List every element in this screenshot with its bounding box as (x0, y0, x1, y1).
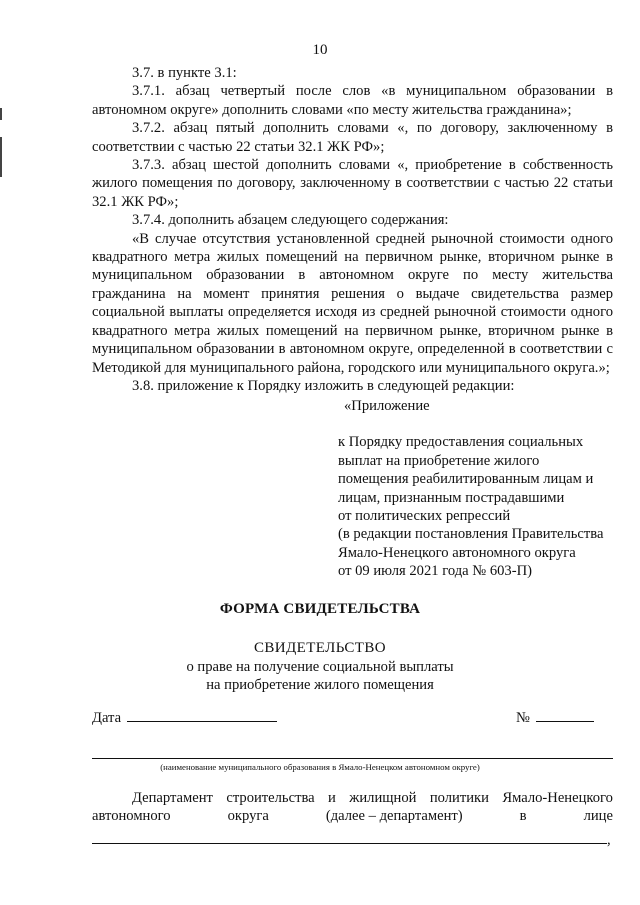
appendix-line: выплат на приобретение жилого (338, 452, 540, 469)
number-blank-line (536, 707, 594, 722)
appendix-header (338, 397, 623, 581)
date-blank-line (127, 707, 277, 722)
certificate-subtitle-line: на приобретение жилого помещения (206, 677, 434, 694)
word: и (328, 790, 336, 806)
number-field (516, 707, 594, 727)
appendix-line: помещения реабилитированным лицам и (338, 471, 594, 488)
word: автономного (92, 808, 171, 825)
certificate-subtitle-line: о праве на получение социальной выплаты (186, 659, 454, 675)
appendix-line: Ямало-Ненецкого автономного округа (338, 544, 576, 561)
scan-artifact (0, 108, 2, 120)
word: жилищной (349, 790, 417, 806)
form-title: ФОРМА СВИДЕТЕЛЬСТВА (219, 601, 421, 617)
word: Ямало-Ненецкого (502, 790, 613, 806)
number-label: № (516, 710, 530, 726)
date-label: Дата (92, 710, 122, 726)
amendment-text (92, 64, 613, 395)
appendix-line: лицам, признанным пострадавшими (338, 489, 565, 506)
paragraph: «В случае отсутствия установленной средней рыночной стоимости одного квадратного метра жилых помещений на первичном рынке, вторичном рынке в муниципальном образовании в автономном округе по месту жительства гражданина на момент принятия решения о выдаче свидетельства размер социальной выплаты определяется исходя из средней рыночной стоимости одного квадратного метра жилых помещений на первичном рынке, вторичном рынке в муниципальном образовании в автономном округе, определенной в соответствии с Методикой для муниципального района, городского или муниципального округа.»; (92, 230, 613, 376)
paragraph: 3.7.2. абзац пятый дополнить словами «, по договору, заключенному в соответствии с частью 22 статьи 32.1 ЖК РФ»; (92, 120, 613, 155)
municipality-blank-line (92, 758, 613, 759)
word: строительства (226, 790, 315, 806)
scan-artifact (0, 137, 2, 177)
word: округа (227, 808, 269, 825)
page-number: 10 (312, 42, 328, 58)
department-text (92, 789, 613, 826)
appendix-line: (в редакции постановления Правительства (338, 526, 604, 543)
word: (далее – департамент) (325, 808, 463, 825)
appendix-line: от 09 июля 2021 года № 603-П) (338, 563, 532, 580)
paragraph: 3.7.3. абзац шестой дополнить словами «, приобретение в собственность жилого помещения по договору, заключенному в соответствии с частью 22 статьи 32.1 ЖК РФ»; (92, 157, 613, 210)
appendix-line: к Порядку предоставления социальных (338, 434, 584, 451)
paragraph: 3.7.4. дополнить абзацем следующего содержания: (132, 212, 449, 229)
paragraph: 3.7.1. абзац четвертый после слов «в муниципальном образовании в автономном округе» дополнить словами «по месту жительства гражданина»; (92, 83, 613, 118)
paragraph: 3.7. в пункте 3.1: (132, 65, 237, 81)
date-field (92, 707, 277, 727)
word: в (519, 808, 527, 825)
certificate-title: СВИДЕТЕЛЬСТВО (254, 640, 386, 656)
appendix-heading: «Приложение (344, 398, 430, 414)
representative-blank-line (92, 843, 607, 844)
trailing-comma: , (607, 832, 611, 848)
word: политики (429, 790, 489, 806)
department-line (92, 807, 613, 825)
paragraph: 3.8. приложение к Порядку изложить в следующей редакции: (132, 377, 515, 394)
certificate-subtitle (0, 658, 640, 695)
word: лице (583, 808, 613, 825)
appendix-line: от политических репрессий (338, 508, 511, 525)
word: Департамент (132, 790, 213, 806)
department-line (92, 789, 613, 807)
municipality-caption: (наименование муниципального образования в Ямало-Ненецком автономном округе) (160, 762, 480, 772)
